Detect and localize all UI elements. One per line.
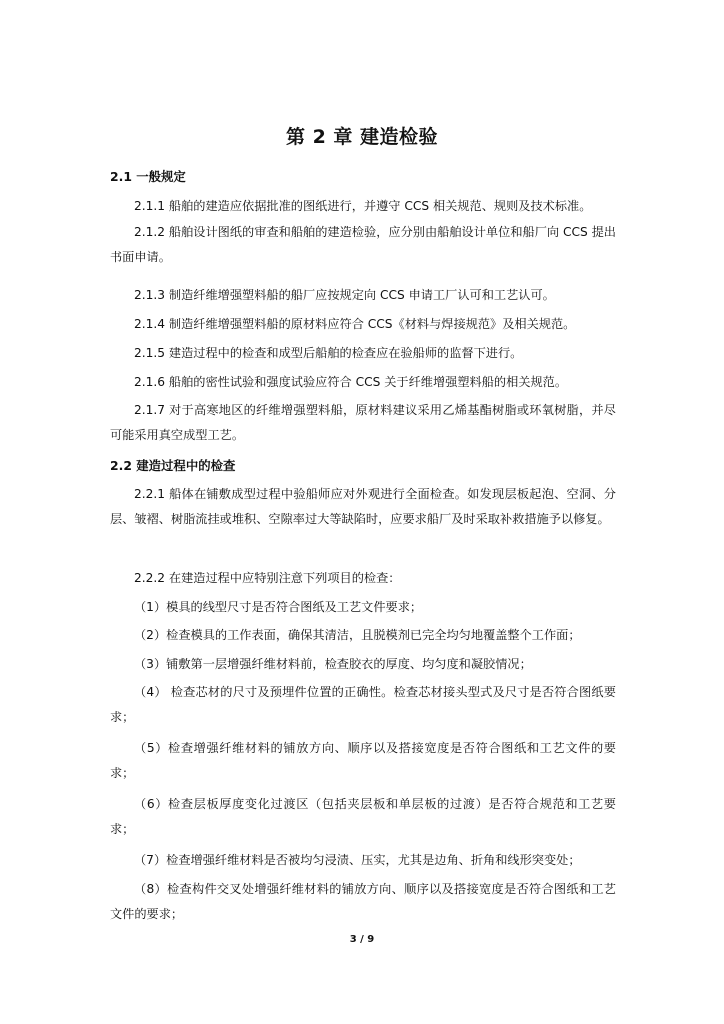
clause-2-1-3: 2.1.3 制造纤维增强塑料船的船厂应按规定向 CCS 申请工厂认可和工艺认可。 xyxy=(134,288,555,302)
list-item: （8）检查构件交叉处增强纤维材料的铺放方向、顺序以及搭接宽度是否符合图纸和工艺文件的要求； xyxy=(110,882,616,921)
clause-2-1-1: 2.1.1 船舶的建造应依据批准的图纸进行，并遵守 CCS 相关规范、规则及技术标准。 xyxy=(134,199,592,213)
section-heading-2-2: 2.2 建造过程中的检查 xyxy=(110,458,236,473)
list-item: （1）模具的线型尺寸是否符合图纸及工艺文件要求； xyxy=(134,600,423,614)
clause-2-1-6: 2.1.6 船舶的密性试验和强度试验应符合 CCS 关于纤维增强塑料船的相关规范。 xyxy=(134,375,568,389)
list-item: （2）检查模具的工作表面，确保其清洁，且脱模剂已完全均匀地覆盖整个工作面； xyxy=(134,628,581,642)
page-number: 3 / 9 xyxy=(349,934,375,945)
list-item: （7）检查增强纤维材料是否被均匀浸渍、压实，尤其是边角、折角和线形突变处； xyxy=(134,853,581,867)
clause-2-1-7: 2.1.7 对于高寒地区的纤维增强塑料船，原材料建议采用乙烯基酯树脂或环氧树脂，并尽可能采用真空成型工艺。 xyxy=(110,403,616,442)
clause-2-2-1: 2.2.1 船体在铺敷成型过程中验船师应对外观进行全面检查。如发现层板起泡、空洞、分层、皱褶、树脂流挂或堆积、空隙率过大等缺陷时，应要求船厂及时采取补救措施予以修复。 xyxy=(110,487,616,526)
list-item: （6）检查层板厚度变化过渡区（包括夹层板和单层板的过渡）是否符合规范和工艺要求； xyxy=(110,797,616,836)
clause-2-2-2: 2.2.2 在建造过程中应特别注意下列项目的检查： xyxy=(134,571,401,585)
clause-2-1-4: 2.1.4 制造纤维增强塑料船的原材料应符合 CCS《材料与焊接规范》及相关规范。 xyxy=(134,317,576,331)
list-item: （4） 检查芯材的尺寸及预埋件位置的正确性。检查芯材接头型式及尺寸是否符合图纸要求； xyxy=(110,685,616,724)
section-heading-2-1: 2.1 一般规定 xyxy=(110,169,186,184)
list-item: （3）铺敷第一层增强纤维材料前，检查胶衣的厚度、均匀度和凝胶情况； xyxy=(134,657,532,671)
clause-2-1-2: 2.1.2 船舶设计图纸的审查和船舶的建造检验，应分别由船舶设计单位和船厂向 CCS 提出书面申请。 xyxy=(110,225,616,264)
list-item: （5）检查增强纤维材料的铺放方向、顺序以及搭接宽度是否符合图纸和工艺文件的要求； xyxy=(110,741,616,780)
chapter-title: 第 2 章 建造检验 xyxy=(285,126,439,148)
clause-2-1-5: 2.1.5 建造过程中的检查和成型后船舶的检查应在验船师的监督下进行。 xyxy=(134,346,523,360)
